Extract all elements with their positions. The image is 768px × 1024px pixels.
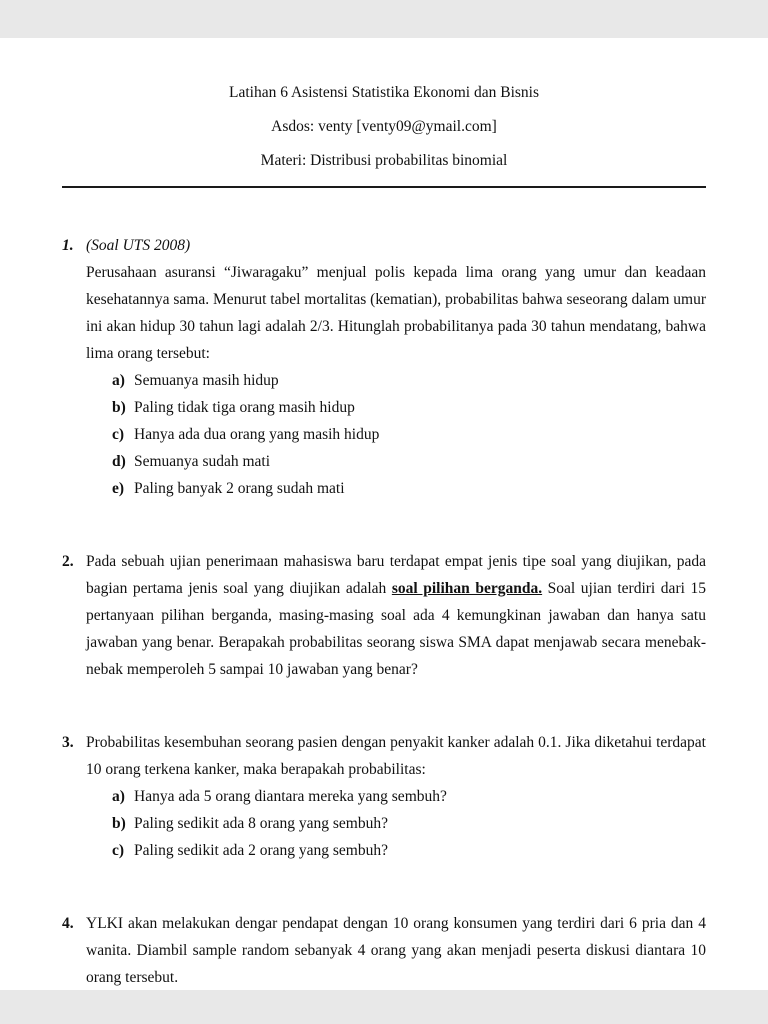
option-item <box>112 810 706 837</box>
question-4-number: 4. <box>62 915 74 932</box>
option-text: Semuanya sudah mati <box>134 453 271 470</box>
option-text: Hanya ada dua orang yang masih hidup <box>134 426 380 443</box>
question-2-body <box>86 548 706 683</box>
question-1 <box>62 232 706 502</box>
option-label: e) <box>112 480 125 497</box>
option-item <box>112 837 706 864</box>
document-page <box>0 38 768 990</box>
option-item <box>112 475 706 502</box>
question-1-text: Perusahaan asuransi “Jiwaragaku” menjual polis kepada lima orang yang umur dan keadaan kesehatannya sama. Menurut tabel mortalitas (kematian), probabilitas bahwa seseorang dalam umur ini akan hidup 30 tahun lagi adalah 2/3. Hitunglah probabilitanya pada 30 tahun mendatang, bahwa lima orang tersebut: <box>86 264 706 362</box>
question-2-text <box>86 548 706 683</box>
question-2-text-part: Pada sebuah ujian penerimaan mahasiswa baru terdapat empat jenis tipe soal yang diujikan, pada bagian pertama jenis soal yang diujikan adalah <box>86 553 706 597</box>
question-2-emphasis: soal pilihan berganda. <box>391 580 543 597</box>
option-item <box>112 367 706 394</box>
option-label: a) <box>112 788 125 805</box>
option-label: d) <box>112 453 126 470</box>
question-2-number: 2. <box>62 553 74 570</box>
question-3-body <box>86 729 706 864</box>
option-text: Semuanya masih hidup <box>134 372 279 389</box>
option-label: b) <box>112 399 126 416</box>
option-text: Hanya ada 5 orang diantara mereka yang sembuh? <box>134 788 447 805</box>
option-text: Paling tidak tiga orang masih hidup <box>134 399 355 416</box>
option-item <box>112 783 706 810</box>
question-4-text: YLKI akan melakukan dengar pendapat dengan 10 orang konsumen yang terdiri dari 6 pria dan 4 wanita. Diambil sample random sebanyak 4 orang yang akan menjadi peserta diskusi diantara 10 orang tersebut. <box>86 915 706 986</box>
header-assistant-line: Asdos: venty [venty09@ymail.com] <box>271 118 497 135</box>
option-label: c) <box>112 426 125 443</box>
question-1-options <box>112 367 706 502</box>
question-3-number: 3. <box>62 734 74 751</box>
question-2-text-part: Soal ujian terdiri dari 15 pertanyaan pilihan berganda, masing-masing soal ada 4 kemungkinan jawaban dan hanya satu jawaban yang benar. Berapakah probabilitas seorang siswa SMA dapat menjawab secara menebak-nebak memperoleh 5 sampai 10 jawaban yang benar? <box>86 580 706 678</box>
question-1-title: (Soal UTS 2008) <box>86 237 191 254</box>
question-3-options <box>112 783 706 864</box>
option-label: b) <box>112 815 126 832</box>
header-topic-line: Materi: Distribusi probabilitas binomial <box>260 152 508 169</box>
option-item <box>112 448 706 475</box>
header-divider <box>62 186 706 188</box>
option-item <box>112 394 706 421</box>
header-title: Latihan 6 Asistensi Statistika Ekonomi dan Bisnis <box>229 84 539 101</box>
question-4 <box>62 910 706 991</box>
question-4-body <box>86 910 706 991</box>
option-text: Paling sedikit ada 8 orang yang sembuh? <box>134 815 388 832</box>
question-3-text: Probabilitas kesembuhan seorang pasien dengan penyakit kanker adalah 0.1. Jika diketahui terdapat 10 orang terkena kanker, maka berapakah probabilitas: <box>86 734 706 778</box>
option-text: Paling sedikit ada 2 orang yang sembuh? <box>134 842 388 859</box>
question-3 <box>62 729 706 864</box>
document-header <box>62 84 706 169</box>
question-1-number: 1. <box>62 237 74 254</box>
question-2 <box>62 548 706 683</box>
option-label: a) <box>112 372 125 389</box>
option-label: c) <box>112 842 125 859</box>
question-1-body <box>86 232 706 502</box>
option-text: Paling banyak 2 orang sudah mati <box>134 480 345 497</box>
option-item <box>112 421 706 448</box>
